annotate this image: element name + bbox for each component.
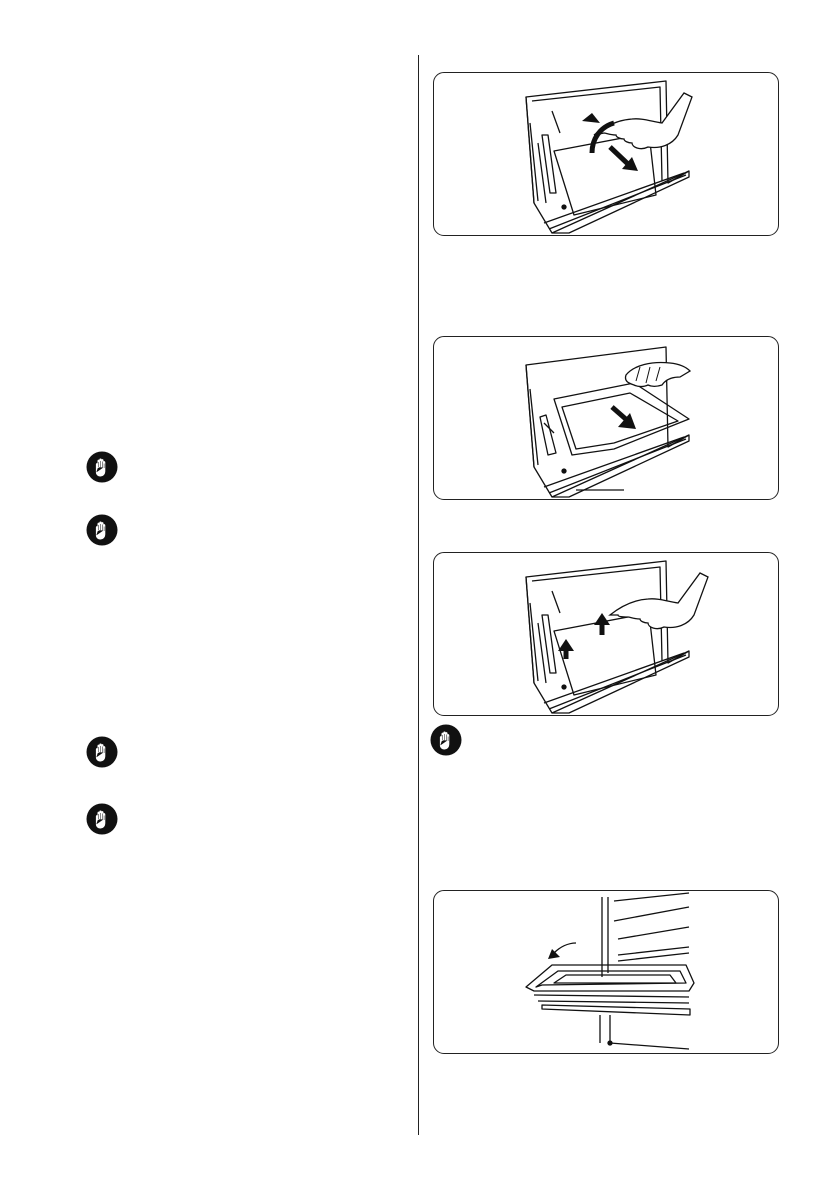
hand-stop-warning-icon: [86, 514, 118, 546]
hand-stop-warning-icon: [430, 724, 462, 756]
hand-stop-warning-icon: [86, 736, 118, 768]
figure-3-illustration: [434, 553, 779, 716]
figure-remove-glass-panel: [433, 336, 779, 500]
figure-1-illustration: [434, 73, 779, 236]
figure-4-illustration: [434, 891, 779, 1054]
figure-lift-glass-panel: [433, 72, 779, 236]
figure-close-oven-door: [433, 890, 779, 1054]
hand-stop-warning-icon: [86, 451, 118, 483]
column-divider: [418, 55, 419, 1135]
figure-2-illustration: [434, 337, 779, 500]
hand-stop-warning-icon: [86, 803, 118, 835]
figure-reinsert-glass-panel: [433, 552, 779, 716]
